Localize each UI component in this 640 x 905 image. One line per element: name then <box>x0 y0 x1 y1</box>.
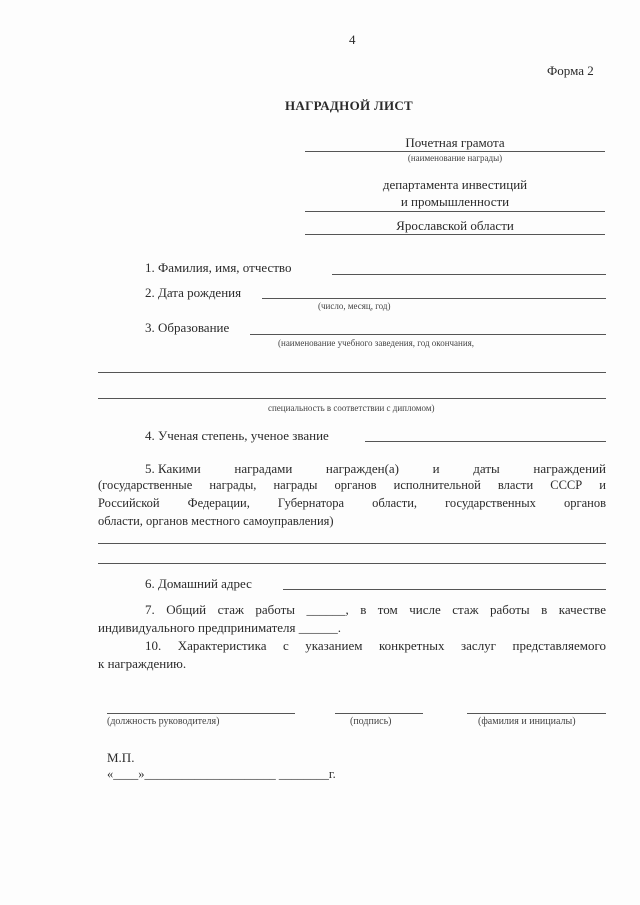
awards-question-line2: (государственные награды, награды органов исполнительной власти СССР и <box>98 478 606 492</box>
date-line[interactable]: «____»_____________________ ________г. <box>107 767 336 781</box>
education-field-line2[interactable] <box>98 372 606 373</box>
specialty-caption: специальность в соответствии с дипломом) <box>268 403 435 413</box>
awards-field-line2[interactable] <box>98 563 606 564</box>
experience-line1: 7. Общий стаж работы ______, в том числе стаж работы в качестве <box>145 602 606 617</box>
full-name-label: 1. Фамилия, имя, отчество <box>145 260 292 275</box>
stamp-label: М.П. <box>107 750 135 765</box>
award-issuer-line2: и промышленности <box>400 194 510 209</box>
awards-word: награждений <box>533 461 606 476</box>
awards-word: наградами <box>234 461 293 476</box>
birth-date-field[interactable] <box>262 298 606 299</box>
name-signature-line[interactable] <box>467 713 606 714</box>
awards-question-line1 <box>145 461 606 477</box>
form-label: Форма 2 <box>547 63 594 78</box>
award-name-line[interactable] <box>305 151 605 152</box>
awards-word: 5. Какими <box>145 461 201 476</box>
awards-question-line3: Российской Федерации, Губернатора области, государственных органов <box>98 496 606 510</box>
award-region-line[interactable] <box>305 234 605 235</box>
page-number: 4 <box>349 32 356 47</box>
document-title: НАГРАДНОЙ ЛИСТ <box>285 98 414 113</box>
award-issuer-line1: департамента инвестиций <box>382 177 528 192</box>
position-caption: (должность руководителя) <box>107 716 220 727</box>
awards-word: и <box>432 461 440 476</box>
award-name-caption: (наименование награды) <box>407 153 503 163</box>
characteristic-line2: к награждению. <box>98 656 187 671</box>
awards-word: награжден(а) <box>325 461 400 476</box>
degree-label: 4. Ученая степень, ученое звание <box>145 428 329 443</box>
education-field-line3[interactable] <box>98 398 606 399</box>
awards-word: даты <box>473 461 500 476</box>
education-caption: (наименование учебного заведения, год окончания, <box>278 338 475 348</box>
experience-line2: индивидуального предпринимателя ______. <box>98 620 342 635</box>
birth-date-caption: (число, месяц, год) <box>318 301 391 311</box>
birth-date-label: 2. Дата рождения <box>145 285 242 300</box>
awards-question-line4: области, органов местного самоуправления) <box>98 514 334 528</box>
award-issuer-line3: Ярославской области <box>396 218 514 233</box>
signature-line[interactable] <box>335 713 423 714</box>
degree-field[interactable] <box>365 441 606 442</box>
full-name-field[interactable] <box>332 274 606 275</box>
awards-field-line1[interactable] <box>98 543 606 544</box>
education-label: 3. Образование <box>145 320 230 335</box>
address-label: 6. Домашний адрес <box>145 576 252 591</box>
name-caption: (фамилия и инициалы) <box>478 716 576 727</box>
characteristic-line1: 10. Характеристика с указанием конкретных заслуг представляемого <box>145 638 606 653</box>
address-field[interactable] <box>283 589 606 590</box>
education-field[interactable] <box>250 334 606 335</box>
award-issuer-line[interactable] <box>305 211 605 212</box>
position-signature-line[interactable] <box>107 713 295 714</box>
award-name: Почетная грамота <box>405 135 505 150</box>
signature-caption: (подпись) <box>350 716 392 727</box>
